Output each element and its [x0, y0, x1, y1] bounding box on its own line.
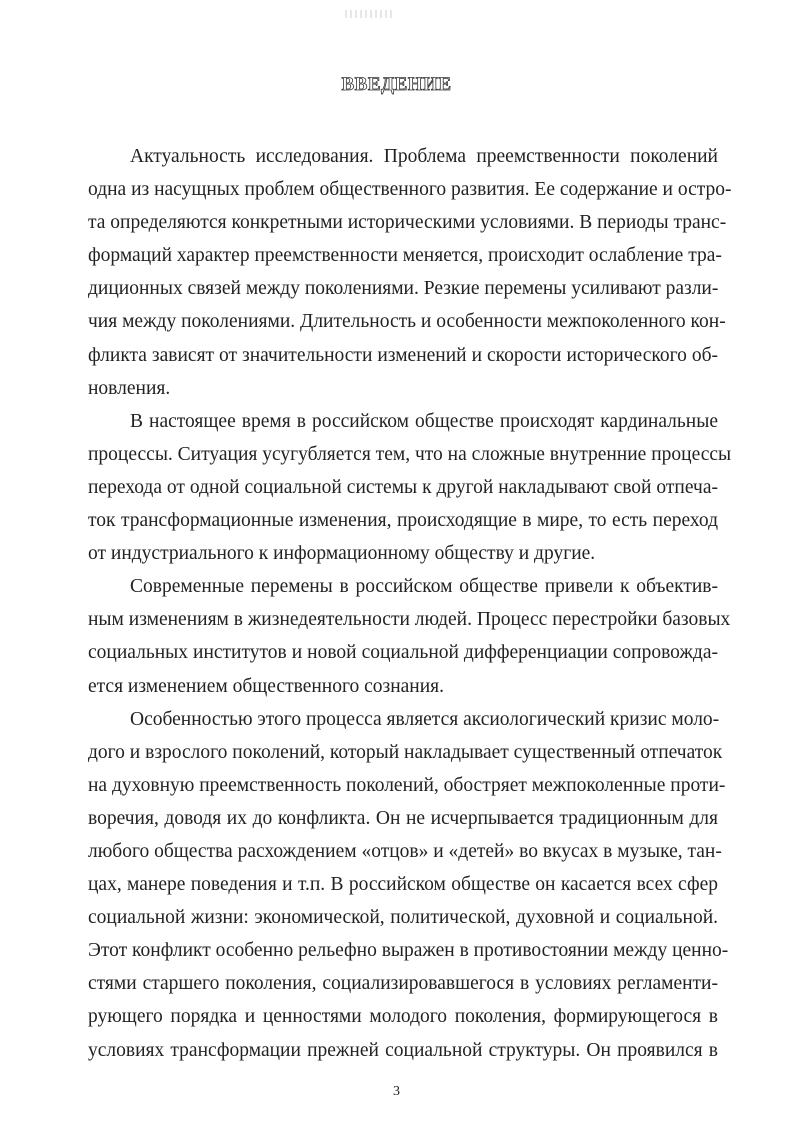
text-line: процессы. Ситуация усугубляется тем, что на сложные внутренние процессы [88, 443, 732, 465]
text-line: формаций характер преемственности меняется, происходит ослабление тра- [88, 245, 722, 267]
text-line: социальной жизни: экономической, политической, духовной и социальной. [88, 907, 718, 929]
text-line: условиях трансформации прежней социальной структуры. Он проявился в [88, 1039, 718, 1061]
paragraph [88, 570, 731, 702]
text-line: на духовную преемственность поколений, обостряет межпоколенные проти- [88, 774, 726, 796]
text-line: фликта зависят от значительности изменений и скорости исторического об- [88, 344, 718, 366]
text-line: воречия, доводя их до конфликта. Он не исчерпывается традиционным для [88, 807, 718, 829]
page-title: ВВЕДЕНИЕ [341, 74, 452, 95]
paragraph [88, 140, 732, 405]
text-line: Актуальность исследования. Проблема преемственности поколений [130, 146, 718, 167]
text-line: любого общества расхождением «отцов» и «детей» во вкусах в музыке, тан- [88, 840, 722, 862]
text-line: одна из насущных проблем общественного развития. Ее содержание и остро- [88, 179, 732, 201]
text-line: стями старшего поколения, социализировавшегося в условиях регламенти- [88, 973, 718, 995]
text-line: В настоящее время в российском обществе происходят кардинальные [130, 410, 718, 432]
text-line: ется изменением общественного сознания. [88, 675, 445, 697]
text-line: новления. [88, 377, 171, 399]
text-line: ным изменениям в жизнедеятельности людей. Процесс перестройки базовых [88, 609, 731, 631]
text-line: Современные перемены в российском обществе привели к объектив- [130, 576, 718, 598]
text-line: ток трансформационные изменения, происходящие в мире, то есть переход [88, 510, 718, 532]
text-line: социальных институтов и новой социальной дифференциации сопровожда- [88, 642, 718, 664]
paragraph [88, 405, 732, 570]
text-line: чия между поколениями. Длительность и особенности межпоколенного кон- [88, 311, 726, 333]
scan-artifact [345, 10, 395, 18]
text-line: дого и взрослого поколений, который накладывает существенный отпечаток [88, 741, 723, 763]
text-line: Особенностью этого процесса является аксиологический кризис моло- [130, 708, 720, 730]
text-line: та определяются конкретными историческими условиями. В периоды транс- [88, 212, 727, 234]
text-line: от индустриального к информационному обществу и другие. [88, 543, 596, 565]
document-body [88, 140, 732, 1067]
page-number: 3 [393, 1084, 400, 1099]
text-line: перехода от одной социальной системы к другой накладывают свой отпеча- [88, 476, 718, 498]
text-line: рующего порядка и ценностями молодого поколения, формирующегося в [88, 1006, 718, 1028]
paragraph [88, 703, 729, 1067]
text-line: цах, манере поведения и т.п. В российском обществе он касается всех сфер [88, 874, 718, 896]
text-line: Этот конфликт особенно рельефно выражен в противостоянии между ценно- [88, 940, 729, 962]
text-line: диционных связей между поколениями. Резкие перемены усиливают разли- [88, 278, 719, 300]
